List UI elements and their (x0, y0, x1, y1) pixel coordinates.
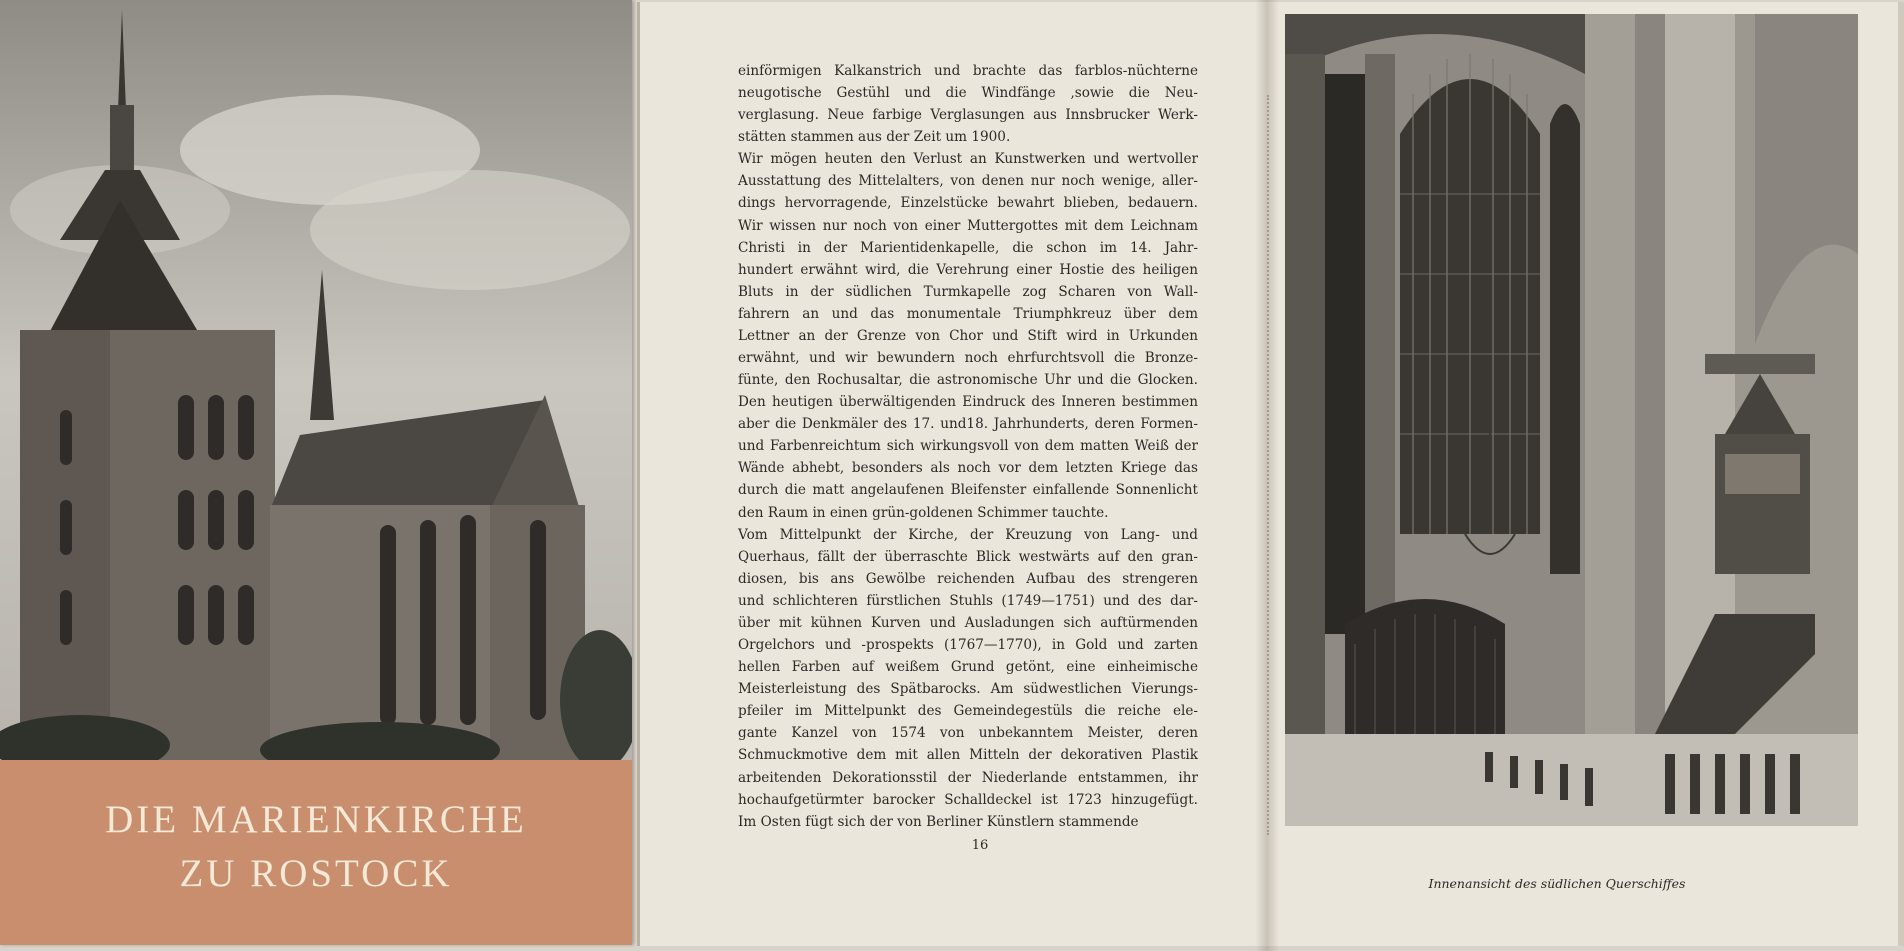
text-line: hochaufgetürmter barocker Schalldeckel ist 1723 hinzugefügt. (738, 791, 1198, 808)
text-line: diosen, bis ans Gewölbe reichenden Aufbau des strengeren (738, 570, 1198, 587)
text-line: erwähnt, und wir bewundern noch ehrfurchtsvoll die Bronze- (738, 350, 1198, 367)
text-line: Ausstattung des Mittelalters, von denen nur noch wenige, aller- (738, 173, 1198, 190)
text-line: fünte, den Rochusaltar, die astronomische Uhr und die Glocken. (738, 372, 1198, 389)
text-line: pfeiler im Mittelpunkt des Gemeindegestüls die reiche ele- (738, 703, 1198, 720)
text-line: Wände abhebt, besonders als noch vor dem letzten Kriege das (738, 460, 1198, 477)
text-line: den Raum in einen grün-goldenen Schimmer tauchte. (738, 504, 1109, 521)
photo-caption: Innenansicht des südlichen Querschiffes (1428, 876, 1686, 891)
text-line: einförmigen Kalkanstrich und brachte das farblos-nüchterne (738, 63, 1198, 79)
text-line: gante Kanzel von 1574 von unbekanntem Meister, deren (738, 725, 1198, 742)
text-line: Den heutigen überwältigenden Eindruck des Inneren bestimmen (738, 394, 1198, 411)
text-line: Vom Mittelpunkt der Kirche, der Kreuzung von Lang- und (738, 526, 1198, 543)
text-line: stätten stammen aus der Zeit um 1900. (738, 129, 1011, 146)
text-line: Meisterleistung des Spätbarocks. Am südwestlichen Vierungs- (738, 681, 1198, 698)
text-line: durch die matt angelaufenen Bleifenster einfallende Sonnenlicht (738, 482, 1198, 499)
text-line: verglasung. Neue farbige Verglasungen aus Innsbrucker Werk- (738, 107, 1198, 124)
text-line: arbeitenden Dekorationsstil der Niederlande entstammen, ihr (738, 769, 1198, 786)
text-line: Wir mögen heuten den Verlust an Kunstwerken und wertvoller (738, 151, 1198, 168)
text-line: und Farbenreichtum sich wirkungsvoll von dem matten Weiß der (738, 438, 1198, 455)
photo-plate-church-interior (1285, 14, 1858, 826)
text-line: aber die Denkmäler des 17. und18. Jahrhunderts, deren Formen- (738, 416, 1198, 433)
cover-title-line1: DIE MARIENKIRCHE (105, 798, 527, 841)
text-line: Schmuckmotive dem mit allen Mitteln der dekorativen Plastik (738, 747, 1198, 764)
open-book-spread (637, 0, 1904, 951)
left-page (637, 2, 1267, 946)
text-line: Lettner an der Grenze von Chor und Stift wird in Urkunden (738, 327, 1198, 344)
binding-thread (1267, 95, 1273, 835)
text-line: dings hervorragende, Einzelstücke bewahrt blieben, bedauern. (738, 195, 1198, 212)
cover-photo-church-exterior (0, 0, 632, 760)
cover-title-line2: ZU ROSTOCK (179, 852, 453, 895)
text-line: Im Osten fügt sich der von Berliner Künstlern stammende (738, 813, 1139, 830)
text-line: Orgelchors und -prospekts (1767—1770), in Gold und zarten (738, 637, 1198, 654)
text-line: fahrern an und das monumentale Triumphkreuz über dem (738, 305, 1198, 322)
text-line: über mit kühnen Kurven und Ausladungen sich auftürmenden (738, 614, 1198, 631)
body-text-column (738, 60, 1198, 833)
text-line: Wir wissen nur noch von einer Muttergottes mit dem Leichnam (738, 217, 1198, 234)
booklet-cover (0, 0, 632, 945)
text-line: neugotische Gestühl und die Windfänge ,sowie die Neu- (738, 85, 1198, 102)
page-number: 16 (971, 838, 989, 853)
text-line: Querhaus, fällt der überraschte Blick westwärts auf den gran- (738, 548, 1198, 565)
text-line: Bluts in der südlichen Turmkapelle zog Scharen von Wall- (738, 283, 1198, 300)
text-line: hundert erwähnt wird, die Verehrung einer Hostie des heiligen (738, 261, 1198, 278)
text-line: hellen Farben auf weißem Grund getönt, eine einheimische (738, 659, 1198, 676)
text-line: und schlichteren fürstlichen Stuhls (1749—1751) und des dar- (738, 592, 1198, 609)
text-line: Christi in der Marientidenkapelle, die schon im 14. Jahr- (738, 239, 1198, 256)
